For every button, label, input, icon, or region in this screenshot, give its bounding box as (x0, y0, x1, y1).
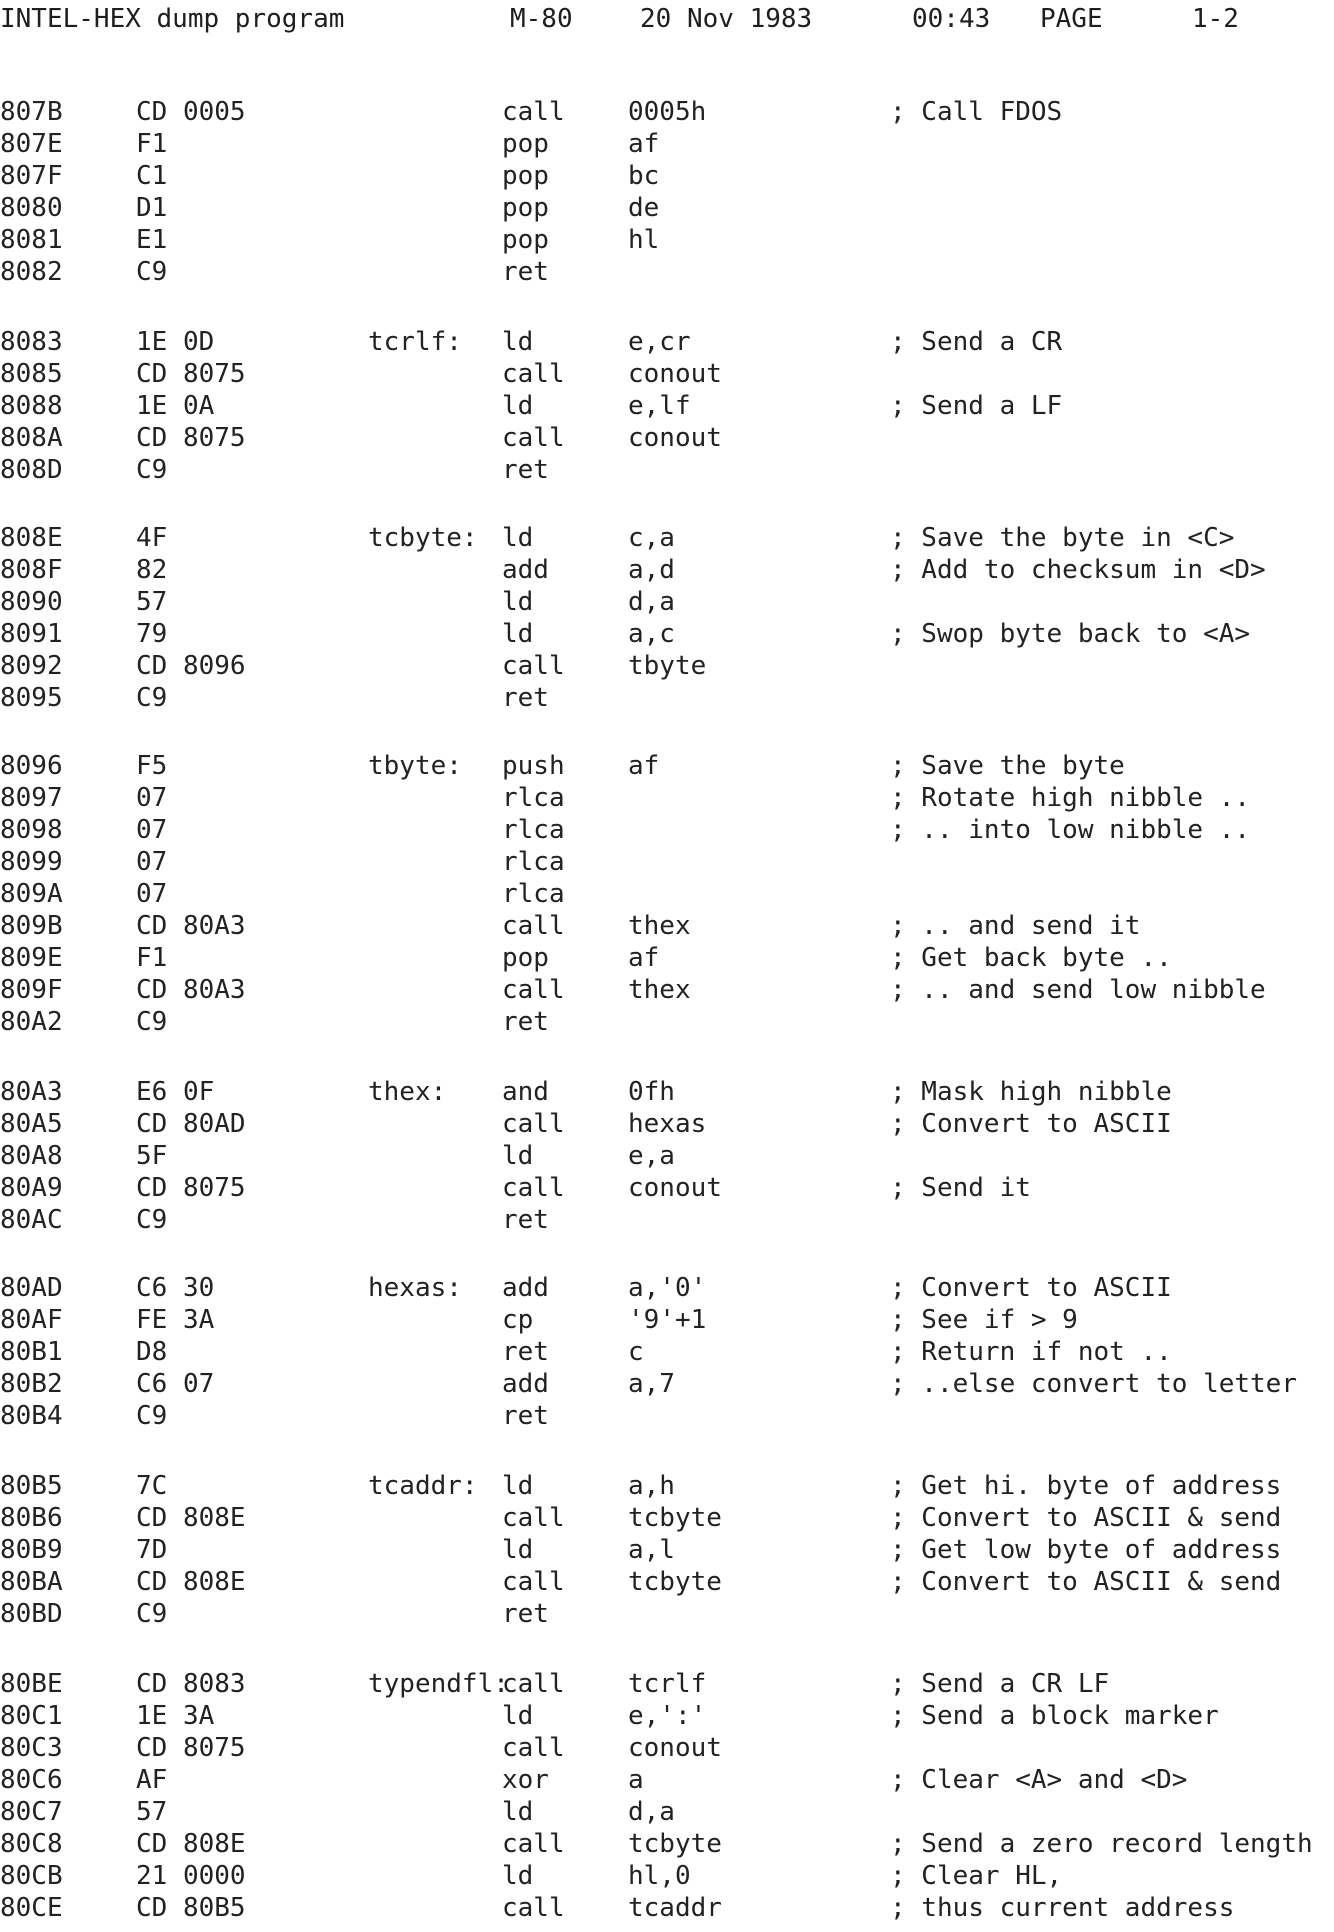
line-hex-bytes: F1 (136, 943, 168, 973)
line-hex-bytes: CD 80A3 (136, 975, 246, 1005)
line-hex-bytes: C9 (136, 1401, 168, 1431)
line-hex-bytes: 7D (136, 1535, 168, 1565)
line-hex-bytes: CD 8075 (136, 1733, 246, 1763)
line-comment: ; Save the byte in <C> (890, 523, 1235, 553)
line-mnemonic: rlca (502, 783, 565, 813)
listing-line (0, 1764, 1334, 1796)
line-comment: ; Convert to ASCII (890, 1109, 1172, 1139)
program-title: INTEL-HEX dump program (0, 4, 345, 34)
line-mnemonic: call (502, 423, 565, 453)
line-operand: tcbyte (628, 1567, 722, 1597)
page-label: PAGE (1040, 4, 1103, 34)
listing-line (0, 422, 1334, 454)
line-hex-bytes: 21 0000 (136, 1861, 246, 1891)
line-address: 8083 (0, 327, 63, 357)
line-operand: de (628, 193, 660, 223)
line-mnemonic: ret (502, 455, 549, 485)
line-hex-bytes: CD 80B5 (136, 1893, 246, 1923)
line-address: 80B1 (0, 1337, 63, 1367)
line-hex-bytes: 7C (136, 1471, 168, 1501)
line-address: 80AD (0, 1273, 63, 1303)
line-address: 80C3 (0, 1733, 63, 1763)
line-mnemonic: ret (502, 1337, 549, 1367)
line-mnemonic: add (502, 1369, 549, 1399)
line-operand: a,'0' (628, 1273, 707, 1303)
line-hex-bytes: CD 808E (136, 1567, 246, 1597)
line-mnemonic: pop (502, 161, 549, 191)
line-hex-bytes: D1 (136, 193, 168, 223)
line-address: 8099 (0, 847, 63, 877)
line-address: 80BA (0, 1567, 63, 1597)
line-label: tcaddr: (368, 1471, 478, 1501)
listing-line (0, 1172, 1334, 1204)
line-label: tcrlf: (368, 327, 462, 357)
listing-line (0, 682, 1334, 714)
line-address: 80BD (0, 1599, 63, 1629)
line-address: 80A5 (0, 1109, 63, 1139)
listing-line (0, 650, 1334, 682)
line-address: 808F (0, 555, 63, 585)
listing-line (0, 224, 1334, 256)
line-mnemonic: ld (502, 1861, 534, 1891)
listing-line (0, 1892, 1334, 1924)
line-operand: a,d (628, 555, 675, 585)
listing-line (0, 1400, 1334, 1432)
line-address: 80AC (0, 1205, 63, 1235)
line-address: 8098 (0, 815, 63, 845)
line-operand: hl,0 (628, 1861, 691, 1891)
listing-line (0, 586, 1334, 618)
line-hex-bytes: C9 (136, 257, 168, 287)
line-comment: ; Send a CR LF (890, 1669, 1110, 1699)
line-address: 80CB (0, 1861, 63, 1891)
line-operand: 0fh (628, 1077, 675, 1107)
line-hex-bytes: 57 (136, 1797, 168, 1827)
line-hex-bytes: 79 (136, 619, 168, 649)
line-hex-bytes: 07 (136, 847, 168, 877)
listing-date: 20 Nov 1983 (640, 4, 813, 34)
listing-line (0, 554, 1334, 586)
line-operand: e,':' (628, 1701, 707, 1731)
line-mnemonic: ret (502, 257, 549, 287)
line-address: 809F (0, 975, 63, 1005)
line-comment: ; .. and send it (890, 911, 1141, 941)
line-hex-bytes: CD 0005 (136, 97, 246, 127)
line-operand: hl (628, 225, 660, 255)
line-mnemonic: call (502, 1109, 565, 1139)
line-comment: ; See if > 9 (890, 1305, 1078, 1335)
assembler-name: M-80 (510, 4, 573, 34)
line-hex-bytes: C9 (136, 1599, 168, 1629)
line-comment: ; Return if not .. (890, 1337, 1172, 1367)
listing-line (0, 1828, 1334, 1860)
line-comment: ; Rotate high nibble .. (890, 783, 1251, 813)
line-address: 8092 (0, 651, 63, 681)
line-comment: ; Send a zero record length (890, 1829, 1313, 1859)
line-address: 80B6 (0, 1503, 63, 1533)
line-address: 808D (0, 455, 63, 485)
listing-line (0, 878, 1334, 910)
line-comment: ; Clear <A> and <D> (890, 1765, 1188, 1795)
line-operand: bc (628, 161, 660, 191)
line-operand: conout (628, 423, 722, 453)
line-operand: tcbyte (628, 1503, 722, 1533)
line-mnemonic: call (502, 975, 565, 1005)
line-hex-bytes: CD 8075 (136, 359, 246, 389)
line-operand: c (628, 1337, 644, 1367)
line-hex-bytes: CD 808E (136, 1503, 246, 1533)
page-number: 1-2 (1192, 4, 1239, 34)
line-label: thex: (368, 1077, 447, 1107)
line-hex-bytes: CD 80A3 (136, 911, 246, 941)
line-mnemonic: xor (502, 1765, 549, 1795)
line-hex-bytes: C9 (136, 1205, 168, 1235)
line-address: 80C7 (0, 1797, 63, 1827)
listing-line (0, 128, 1334, 160)
line-comment: ; .. and send low nibble (890, 975, 1266, 1005)
listing-line (0, 782, 1334, 814)
line-operand: a (628, 1765, 644, 1795)
line-operand: tcaddr (628, 1893, 722, 1923)
line-hex-bytes: 1E 0D (136, 327, 215, 357)
listing-line (0, 974, 1334, 1006)
listing-line (0, 1732, 1334, 1764)
line-mnemonic: ld (502, 1471, 534, 1501)
line-mnemonic: call (502, 359, 565, 389)
line-hex-bytes: CD 808E (136, 1829, 246, 1859)
line-operand: a,h (628, 1471, 675, 1501)
line-operand: d,a (628, 1797, 675, 1827)
line-address: 80C8 (0, 1829, 63, 1859)
listing-time: 00:43 (912, 4, 991, 34)
line-mnemonic: add (502, 1273, 549, 1303)
line-operand: d,a (628, 587, 675, 617)
line-operand: tcbyte (628, 1829, 722, 1859)
listing-line (0, 1006, 1334, 1038)
line-hex-bytes: C1 (136, 161, 168, 191)
line-operand: thex (628, 975, 691, 1005)
line-mnemonic: call (502, 1173, 565, 1203)
line-hex-bytes: C9 (136, 683, 168, 713)
line-hex-bytes: D8 (136, 1337, 168, 1367)
line-address: 80B4 (0, 1401, 63, 1431)
line-comment: ; Send it (890, 1173, 1031, 1203)
line-address: 80B9 (0, 1535, 63, 1565)
line-operand: tbyte (628, 651, 707, 681)
line-hex-bytes: 07 (136, 815, 168, 845)
line-mnemonic: ret (502, 1205, 549, 1235)
line-comment: ; Convert to ASCII & send (890, 1567, 1282, 1597)
listing-line (0, 256, 1334, 288)
line-operand: af (628, 129, 660, 159)
line-hex-bytes: F1 (136, 129, 168, 159)
line-address: 80B2 (0, 1369, 63, 1399)
line-mnemonic: call (502, 1567, 565, 1597)
line-mnemonic: ld (502, 1797, 534, 1827)
line-mnemonic: ld (502, 1535, 534, 1565)
line-address: 80CE (0, 1893, 63, 1923)
listing-line (0, 522, 1334, 554)
line-hex-bytes: 1E 3A (136, 1701, 215, 1731)
line-address: 8090 (0, 587, 63, 617)
listing-line (0, 1860, 1334, 1892)
line-comment: ; Swop byte back to <A> (890, 619, 1251, 649)
line-address: 8095 (0, 683, 63, 713)
line-operand: a,7 (628, 1369, 675, 1399)
listing-line (0, 1368, 1334, 1400)
line-address: 809A (0, 879, 63, 909)
line-address: 8096 (0, 751, 63, 781)
line-mnemonic: add (502, 555, 549, 585)
line-address: 807F (0, 161, 63, 191)
listing-line (0, 1796, 1334, 1828)
listing-line (0, 910, 1334, 942)
line-comment: ; Mask high nibble (890, 1077, 1172, 1107)
line-address: 8088 (0, 391, 63, 421)
line-address: 80AF (0, 1305, 63, 1335)
listing-line (0, 1304, 1334, 1336)
line-address: 80A9 (0, 1173, 63, 1203)
line-address: 808A (0, 423, 63, 453)
line-hex-bytes: E1 (136, 225, 168, 255)
line-operand: 0005h (628, 97, 707, 127)
line-hex-bytes: CD 8096 (136, 651, 246, 681)
line-address: 8081 (0, 225, 63, 255)
line-comment: ; Get hi. byte of address (890, 1471, 1282, 1501)
line-address: 80C1 (0, 1701, 63, 1731)
line-mnemonic: pop (502, 193, 549, 223)
line-operand: conout (628, 1733, 722, 1763)
line-mnemonic: ld (502, 391, 534, 421)
line-comment: ; thus current address (890, 1893, 1235, 1923)
line-mnemonic: ret (502, 683, 549, 713)
listing-line (0, 750, 1334, 782)
line-mnemonic: call (502, 1733, 565, 1763)
listing-line (0, 618, 1334, 650)
listing-line (0, 326, 1334, 358)
line-mnemonic: ret (502, 1401, 549, 1431)
line-comment: ; ..else convert to letter (890, 1369, 1297, 1399)
listing-line (0, 454, 1334, 486)
line-mnemonic: push (502, 751, 565, 781)
line-comment: ; Add to checksum in <D> (890, 555, 1266, 585)
line-hex-bytes: F5 (136, 751, 168, 781)
line-hex-bytes: 07 (136, 879, 168, 909)
line-operand: conout (628, 1173, 722, 1203)
listing-line (0, 1502, 1334, 1534)
line-hex-bytes: 57 (136, 587, 168, 617)
line-comment: ; Get back byte .. (890, 943, 1172, 973)
line-label: tbyte: (368, 751, 462, 781)
line-mnemonic: ret (502, 1599, 549, 1629)
line-address: 809B (0, 911, 63, 941)
line-operand: hexas (628, 1109, 707, 1139)
line-address: 807B (0, 97, 63, 127)
line-operand: e,a (628, 1141, 675, 1171)
listing-line (0, 192, 1334, 224)
line-address: 807E (0, 129, 63, 159)
line-mnemonic: call (502, 1669, 565, 1699)
line-mnemonic: ld (502, 523, 534, 553)
line-comment: ; Convert to ASCII & send (890, 1503, 1282, 1533)
line-comment: ; Get low byte of address (890, 1535, 1282, 1565)
line-address: 80A8 (0, 1141, 63, 1171)
line-comment: ; Convert to ASCII (890, 1273, 1172, 1303)
line-operand: a,l (628, 1535, 675, 1565)
line-operand: thex (628, 911, 691, 941)
line-mnemonic: ld (502, 1701, 534, 1731)
line-address: 80B5 (0, 1471, 63, 1501)
line-address: 8091 (0, 619, 63, 649)
listing-line (0, 358, 1334, 390)
listing-line (0, 846, 1334, 878)
line-mnemonic: ld (502, 587, 534, 617)
line-address: 8085 (0, 359, 63, 389)
line-mnemonic: call (502, 911, 565, 941)
line-operand: e,cr (628, 327, 691, 357)
line-comment: ; Call FDOS (890, 97, 1063, 127)
line-operand: af (628, 943, 660, 973)
line-address: 808E (0, 523, 63, 553)
listing-line (0, 1470, 1334, 1502)
line-label: hexas: (368, 1273, 462, 1303)
line-address: 80A2 (0, 1007, 63, 1037)
line-mnemonic: and (502, 1077, 549, 1107)
line-comment: ; Send a LF (890, 391, 1063, 421)
line-hex-bytes: C9 (136, 455, 168, 485)
line-mnemonic: rlca (502, 879, 565, 909)
line-mnemonic: pop (502, 943, 549, 973)
line-mnemonic: call (502, 1829, 565, 1859)
listing-line (0, 160, 1334, 192)
line-operand: tcrlf (628, 1669, 707, 1699)
line-hex-bytes: AF (136, 1765, 168, 1795)
listing-line (0, 1140, 1334, 1172)
line-mnemonic: ld (502, 327, 534, 357)
line-mnemonic: call (502, 651, 565, 681)
listing-line (0, 814, 1334, 846)
line-hex-bytes: C9 (136, 1007, 168, 1037)
line-mnemonic: cp (502, 1305, 534, 1335)
line-mnemonic: call (502, 1503, 565, 1533)
line-mnemonic: ret (502, 1007, 549, 1037)
line-comment: ; Send a block marker (890, 1701, 1219, 1731)
line-hex-bytes: 82 (136, 555, 168, 585)
line-label: typendfl: (368, 1669, 509, 1699)
line-mnemonic: pop (502, 225, 549, 255)
line-comment: ; .. into low nibble .. (890, 815, 1251, 845)
line-hex-bytes: FE 3A (136, 1305, 215, 1335)
listing-line (0, 1336, 1334, 1368)
line-hex-bytes: C6 30 (136, 1273, 215, 1303)
line-hex-bytes: 1E 0A (136, 391, 215, 421)
line-mnemonic: ld (502, 619, 534, 649)
line-operand: '9'+1 (628, 1305, 707, 1335)
line-address: 8097 (0, 783, 63, 813)
line-hex-bytes: 4F (136, 523, 168, 553)
listing-line (0, 1700, 1334, 1732)
listing-line (0, 1566, 1334, 1598)
line-operand: e,lf (628, 391, 691, 421)
line-address: 809E (0, 943, 63, 973)
line-hex-bytes: CD 80AD (136, 1109, 246, 1139)
line-comment: ; Send a CR (890, 327, 1063, 357)
line-mnemonic: rlca (502, 847, 565, 877)
line-address: 80BE (0, 1669, 63, 1699)
listing-line (0, 1598, 1334, 1630)
line-label: tcbyte: (368, 523, 478, 553)
line-operand: c,a (628, 523, 675, 553)
line-hex-bytes: E6 0F (136, 1077, 215, 1107)
listing-line (0, 1272, 1334, 1304)
listing-line (0, 1668, 1334, 1700)
line-hex-bytes: 5F (136, 1141, 168, 1171)
line-comment: ; Save the byte (890, 751, 1125, 781)
line-hex-bytes: 07 (136, 783, 168, 813)
line-comment: ; Clear HL, (890, 1861, 1063, 1891)
listing-line (0, 1204, 1334, 1236)
line-address: 8082 (0, 257, 63, 287)
line-mnemonic: call (502, 97, 565, 127)
line-hex-bytes: CD 8075 (136, 423, 246, 453)
line-operand: a,c (628, 619, 675, 649)
listing-line (0, 390, 1334, 422)
line-address: 80A3 (0, 1077, 63, 1107)
line-mnemonic: ld (502, 1141, 534, 1171)
line-address: 8080 (0, 193, 63, 223)
line-hex-bytes: CD 8083 (136, 1669, 246, 1699)
listing-line (0, 1534, 1334, 1566)
listing-line (0, 1108, 1334, 1140)
listing-line (0, 942, 1334, 974)
line-mnemonic: rlca (502, 815, 565, 845)
line-operand: conout (628, 359, 722, 389)
line-operand: af (628, 751, 660, 781)
line-mnemonic: call (502, 1893, 565, 1923)
line-hex-bytes: C6 07 (136, 1369, 215, 1399)
line-hex-bytes: CD 8075 (136, 1173, 246, 1203)
line-address: 80C6 (0, 1765, 63, 1795)
line-mnemonic: pop (502, 129, 549, 159)
listing-line (0, 96, 1334, 128)
listing-line (0, 1076, 1334, 1108)
